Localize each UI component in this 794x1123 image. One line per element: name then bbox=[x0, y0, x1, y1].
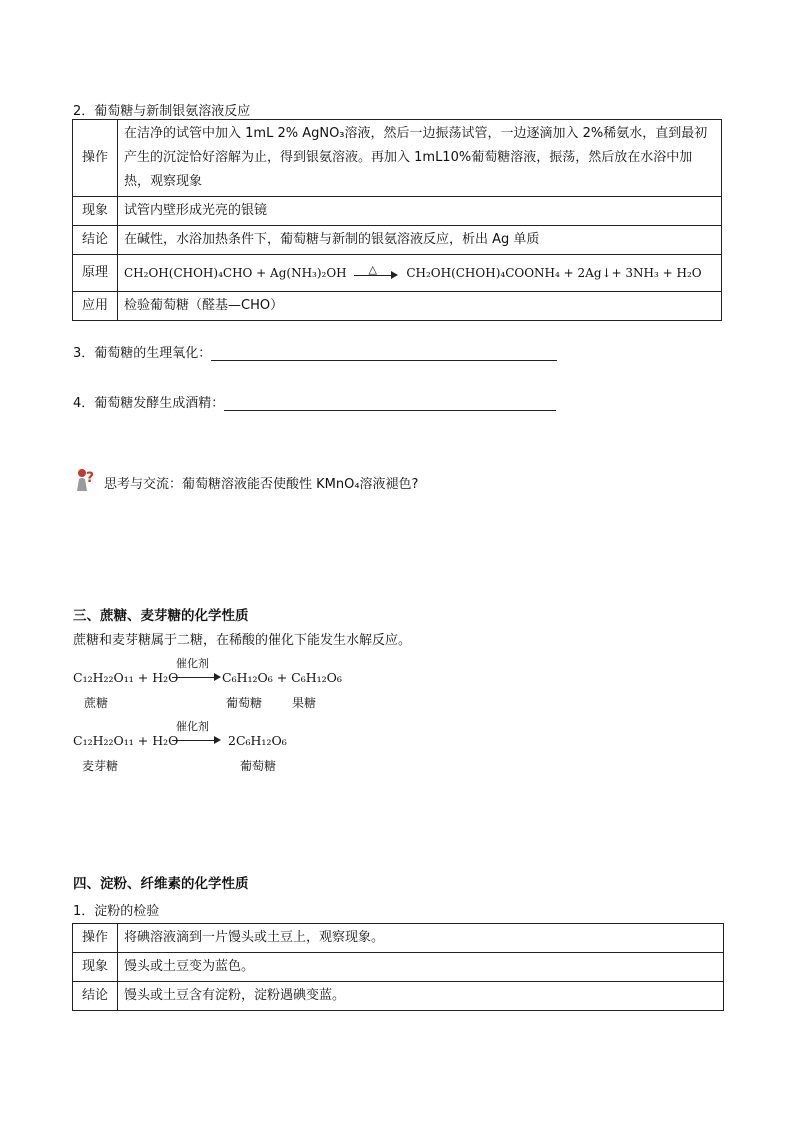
eq1-name-glucose: 葡萄糖 bbox=[226, 696, 263, 710]
table-row bbox=[73, 120, 722, 197]
row-text-conclusion: 在碱性，水浴加热条件下，葡萄糖与新制的银氨溶液反应，析出 Ag 单质 bbox=[118, 226, 722, 255]
table-row bbox=[73, 197, 722, 226]
row-label-observation: 现象 bbox=[73, 953, 118, 982]
physio-oxidation-label: 3．葡萄糖的生理氧化： bbox=[73, 346, 212, 361]
row-label-observation: 现象 bbox=[73, 197, 118, 226]
reaction-arrow bbox=[354, 262, 398, 281]
answer-blank[interactable] bbox=[211, 346, 557, 361]
eq2-catalyst: 催化剂 bbox=[176, 720, 209, 733]
starch-test-table bbox=[72, 923, 724, 1011]
fermentation-label: 4．葡萄糖发酵生成酒精： bbox=[73, 396, 225, 411]
silver-mirror-table bbox=[72, 119, 722, 321]
eq1-reactants: C₁₂H₂₂O₁₁ + H₂O bbox=[73, 670, 179, 685]
physio-oxidation-line bbox=[73, 342, 557, 361]
eq1-name-fructose: 果糖 bbox=[292, 696, 317, 710]
part3-heading: 三、蔗糖、麦芽糖的化学性质 bbox=[73, 608, 249, 624]
table-row bbox=[73, 255, 722, 292]
row-text-conclusion: 馒头或土豆含有淀粉，淀粉遇碘变蓝。 bbox=[118, 982, 724, 1011]
row-label-operation: 操作 bbox=[73, 924, 118, 953]
eq2-reactants: C₁₂H₂₂O₁₁ + H₂O bbox=[73, 733, 179, 748]
svg-text:?: ? bbox=[86, 470, 95, 486]
table-row bbox=[73, 292, 722, 321]
eq2-name-maltose: 麦芽糖 bbox=[82, 759, 119, 773]
question-person-icon bbox=[74, 468, 96, 492]
row-text-observation: 试管内壁形成光亮的银镜 bbox=[118, 197, 722, 226]
row-text-application: 检验葡萄糖（醛基—CHO） bbox=[118, 292, 722, 321]
row-text-operation: 在洁净的试管中加入 1mL 2% AgNO₃溶液，然后一边振荡试管，一边逐滴加入 2%稀氨水，直到最初产生的沉淀恰好溶解为止，得到银氨溶液。再加入 1mL10%葡萄糖溶液，振荡，然后放在水浴中加热，观察现象 bbox=[118, 120, 722, 197]
eq1-catalyst: 催化剂 bbox=[176, 657, 209, 670]
fermentation-line bbox=[73, 392, 556, 411]
part4-subheading: 1．淀粉的检验 bbox=[73, 904, 160, 919]
row-label-conclusion: 结论 bbox=[73, 982, 118, 1011]
think-discuss-text: 思考与交流：葡萄糖溶液能否使酸性 KMnO₄溶液褪色? bbox=[104, 477, 419, 492]
eq2-arrow bbox=[172, 733, 222, 747]
row-label-conclusion: 结论 bbox=[73, 226, 118, 255]
answer-blank[interactable] bbox=[224, 396, 556, 411]
eq2-name-glucose: 葡萄糖 bbox=[240, 759, 277, 773]
row-principle-equation bbox=[118, 255, 722, 292]
table-row bbox=[73, 924, 724, 953]
row-text-operation: 将碘溶液滴到一片馒头或土豆上，观察现象。 bbox=[118, 924, 724, 953]
table-row bbox=[73, 953, 724, 982]
heat-symbol: △ bbox=[368, 262, 377, 276]
part4-heading: 四、淀粉、纤维素的化学性质 bbox=[73, 876, 249, 892]
eq1-products: C₆H₁₂O₆ + C₆H₁₂O₆ bbox=[222, 670, 342, 685]
row-label-principle: 原理 bbox=[73, 255, 118, 292]
row-label-operation: 操作 bbox=[73, 120, 118, 197]
row-text-observation: 馒头或土豆变为蓝色。 bbox=[118, 953, 724, 982]
eq1-name-sucrose: 蔗糖 bbox=[84, 696, 109, 710]
table-row bbox=[73, 982, 724, 1011]
table-row bbox=[73, 226, 722, 255]
principle-products: CH₂OH(CHOH)₄COONH₄ + 2Ag↓+ 3NH₃ + H₂O bbox=[406, 266, 702, 280]
eq1-arrow bbox=[172, 670, 222, 684]
part3-intro: 蔗糖和麦芽糖属于二糖，在稀酸的催化下能发生水解反应。 bbox=[73, 633, 412, 648]
row-label-application: 应用 bbox=[73, 292, 118, 321]
section2-title: 2．葡萄糖与新制银氨溶液反应 bbox=[73, 104, 251, 119]
principle-reactants: CH₂OH(CHOH)₄CHO + Ag(NH₃)₂OH bbox=[124, 266, 347, 280]
eq2-products: 2C₆H₁₂O₆ bbox=[228, 733, 287, 748]
